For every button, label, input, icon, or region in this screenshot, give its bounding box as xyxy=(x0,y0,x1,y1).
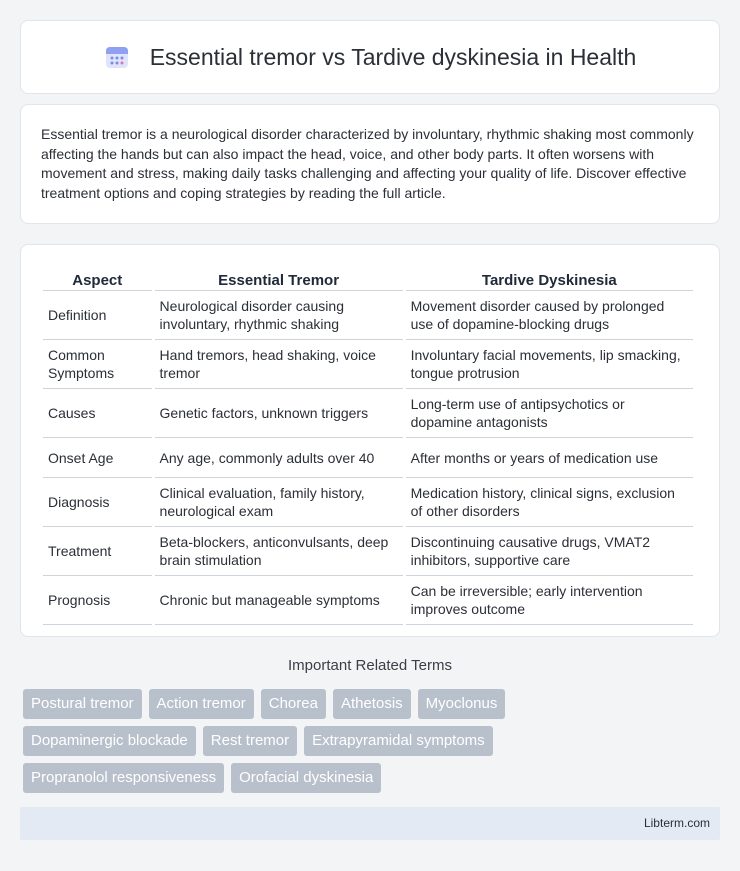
table-cell: Can be irreversible; early intervention improves outcome xyxy=(406,576,693,625)
term-tag[interactable]: Rest tremor xyxy=(203,726,297,756)
tag-row xyxy=(23,726,723,756)
term-tag[interactable]: Action tremor xyxy=(149,689,254,719)
related-terms-title: Important Related Terms xyxy=(288,657,452,674)
term-tag[interactable]: Orofacial dyskinesia xyxy=(231,763,381,793)
term-tag[interactable]: Athetosis xyxy=(333,689,411,719)
term-tag[interactable]: Extrapyramidal symptoms xyxy=(304,726,493,756)
table-cell: Genetic factors, unknown triggers xyxy=(155,389,403,438)
column-header-aspect: Aspect xyxy=(43,265,152,291)
table-cell: Chronic but manageable symptoms xyxy=(155,576,403,625)
table-cell: Onset Age xyxy=(43,438,152,478)
table-row xyxy=(43,291,693,340)
table-cell: Treatment xyxy=(43,527,152,576)
column-header-essential-tremor: Essential Tremor xyxy=(155,265,403,291)
comparison-card xyxy=(20,244,720,637)
table-cell: Prognosis xyxy=(43,576,152,625)
footer xyxy=(20,807,720,840)
table-cell: Diagnosis xyxy=(43,478,152,527)
comparison-table xyxy=(40,265,696,625)
table-row xyxy=(43,478,693,527)
table-cell: Clinical evaluation, family history, neurological exam xyxy=(155,478,403,527)
intro-text: Essential tremor is a neurological disorder characterized by involuntary, rhythmic shaking most commonly affecting the hands but can also impact the head, voice, and other body parts. It often worsens with movement and stress, making daily tasks challenging and affecting your quality of life. Discover effective treatment options and coping strategies by reading the full article. xyxy=(41,126,694,201)
table-row xyxy=(43,527,693,576)
table-header-row xyxy=(43,265,693,291)
footer-site-link[interactable]: Libterm.com xyxy=(643,816,710,830)
table-row xyxy=(43,576,693,625)
calendar-grid-icon xyxy=(104,44,130,70)
term-tag[interactable]: Chorea xyxy=(261,689,326,719)
intro-card xyxy=(20,104,720,224)
table-cell: After months or years of medication use xyxy=(406,438,693,478)
header-card xyxy=(20,20,720,94)
table-cell: Long-term use of antipsychotics or dopamine antagonists xyxy=(406,389,693,438)
tag-row xyxy=(23,689,723,719)
table-row xyxy=(43,389,693,438)
table-row xyxy=(43,438,693,478)
term-tag[interactable]: Propranolol responsiveness xyxy=(23,763,224,793)
table-cell: Movement disorder caused by prolonged use of dopamine-blocking drugs xyxy=(406,291,693,340)
table-cell: Hand tremors, head shaking, voice tremor xyxy=(155,340,403,389)
table-cell: Definition xyxy=(43,291,152,340)
table-row xyxy=(43,340,693,389)
table-cell: Medication history, clinical signs, exclusion of other disorders xyxy=(406,478,693,527)
table-cell: Causes xyxy=(43,389,152,438)
table-cell: Discontinuing causative drugs, VMAT2 inhibitors, supportive care xyxy=(406,527,693,576)
tag-row xyxy=(23,763,723,793)
table-cell: Involuntary facial movements, lip smacking, tongue protrusion xyxy=(406,340,693,389)
page-title: Essential tremor vs Tardive dyskinesia in Health xyxy=(149,43,637,70)
term-tag[interactable]: Myoclonus xyxy=(418,689,506,719)
column-header-tardive-dyskinesia: Tardive Dyskinesia xyxy=(406,265,693,291)
term-tag[interactable]: Dopaminergic blockade xyxy=(23,726,196,756)
table-cell: Common Symptoms xyxy=(43,340,152,389)
related-terms xyxy=(23,689,723,800)
table-cell: Any age, commonly adults over 40 xyxy=(155,438,403,478)
table-cell: Neurological disorder causing involuntary, rhythmic shaking xyxy=(155,291,403,340)
table-cell: Beta-blockers, anticonvulsants, deep brain stimulation xyxy=(155,527,403,576)
term-tag[interactable]: Postural tremor xyxy=(23,689,142,719)
